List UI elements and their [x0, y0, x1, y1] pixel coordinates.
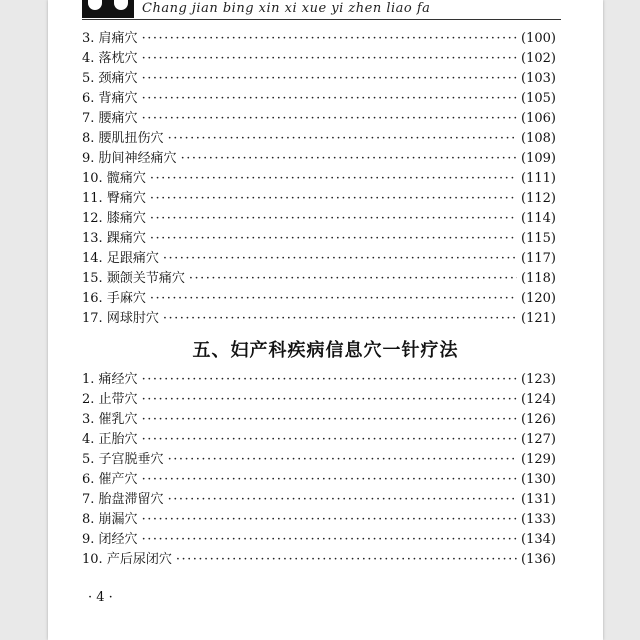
toc-title: 背痛穴	[98, 91, 138, 106]
toc-leader	[150, 211, 517, 226]
toc-title: 正胎穴	[98, 432, 138, 447]
toc-page: (130)	[521, 472, 556, 487]
toc-page: (134)	[521, 532, 556, 547]
page-number: · 4 ·	[88, 590, 113, 605]
toc-number: 12.	[82, 211, 103, 226]
toc-leader	[176, 552, 517, 567]
toc-number: 2.	[82, 392, 95, 407]
toc-entry[interactable]	[82, 468, 556, 488]
toc-page: (136)	[521, 552, 556, 567]
toc-leader	[142, 91, 517, 106]
toc-title: 产后尿闭穴	[106, 552, 172, 567]
toc-entry[interactable]	[82, 528, 556, 548]
toc-leader	[168, 492, 517, 507]
toc-title: 崩漏穴	[98, 512, 138, 527]
toc-title: 膝痛穴	[106, 211, 146, 226]
toc-title: 催乳穴	[98, 412, 138, 427]
toc-leader	[150, 231, 517, 246]
toc-leader	[142, 412, 517, 427]
toc-entry[interactable]	[82, 307, 556, 327]
toc-leader	[142, 432, 517, 447]
toc-number: 10.	[82, 552, 103, 567]
toc-title: 臀痛穴	[106, 191, 146, 206]
toc-entry[interactable]	[82, 167, 556, 187]
toc-entry[interactable]	[82, 67, 556, 87]
toc-page: (111)	[521, 171, 556, 186]
toc-entry[interactable]	[82, 27, 556, 47]
toc-leader	[142, 512, 517, 527]
toc-page: (118)	[521, 271, 556, 286]
toc-number: 3.	[82, 31, 95, 46]
toc-page: (117)	[521, 251, 556, 266]
toc-page: (120)	[521, 291, 556, 306]
toc-entry[interactable]	[82, 87, 556, 107]
toc-title: 肋间神经痛穴	[98, 151, 177, 166]
toc-page: (126)	[521, 412, 556, 427]
toc-leader	[142, 372, 517, 387]
book-page	[48, 0, 603, 640]
toc-title: 腰痛穴	[98, 111, 138, 126]
toc-leader	[150, 291, 517, 306]
toc-page: (102)	[521, 51, 556, 66]
toc-number: 4.	[82, 432, 95, 447]
toc-leader	[163, 251, 517, 266]
toc-entry[interactable]	[82, 207, 556, 227]
toc-leader	[168, 452, 517, 467]
toc-number: 5.	[82, 71, 95, 86]
toc-number: 3.	[82, 412, 95, 427]
toc-entry[interactable]	[82, 247, 556, 267]
toc-number: 6.	[82, 91, 95, 106]
toc-entry[interactable]	[82, 267, 556, 287]
toc-entry[interactable]	[82, 488, 556, 508]
toc-page: (100)	[521, 31, 556, 46]
toc-page: (127)	[521, 432, 556, 447]
toc-page: (105)	[521, 91, 556, 106]
toc-entry[interactable]	[82, 147, 556, 167]
toc-page: (112)	[521, 191, 556, 206]
toc-leader	[150, 171, 517, 186]
toc-number: 11.	[82, 191, 103, 206]
toc-page: (106)	[521, 111, 556, 126]
toc-entry[interactable]	[82, 187, 556, 207]
toc-title: 颞颌关节痛穴	[106, 271, 185, 286]
toc-number: 4.	[82, 51, 95, 66]
toc-title: 胎盘滞留穴	[98, 492, 164, 507]
toc-number: 7.	[82, 111, 95, 126]
toc-entry[interactable]	[82, 548, 556, 568]
toc-title: 催产穴	[98, 472, 138, 487]
toc-number: 8.	[82, 131, 95, 146]
toc-page: (131)	[521, 492, 556, 507]
toc-page: (114)	[521, 211, 556, 226]
toc-entry[interactable]	[82, 127, 556, 147]
toc-number: 10.	[82, 171, 103, 186]
toc-page: (115)	[521, 231, 556, 246]
toc-leader	[142, 71, 517, 86]
toc-entry[interactable]	[82, 107, 556, 127]
toc-number: 9.	[82, 151, 95, 166]
toc-leader	[168, 131, 517, 146]
toc-entry[interactable]	[82, 47, 556, 67]
toc-title: 子宫脱垂穴	[98, 452, 164, 467]
toc-leader	[142, 51, 517, 66]
toc-title: 痛经穴	[98, 372, 138, 387]
page-header	[48, 0, 603, 22]
toc-entry[interactable]	[82, 508, 556, 528]
toc-page: (108)	[521, 131, 556, 146]
toc-title: 肩痛穴	[98, 31, 138, 46]
toc-entry[interactable]	[82, 408, 556, 428]
toc-page: (121)	[521, 311, 556, 326]
toc-page: (109)	[521, 151, 556, 166]
toc-page: (129)	[521, 452, 556, 467]
toc-entry[interactable]	[82, 448, 556, 468]
toc-entry[interactable]	[82, 227, 556, 247]
toc-number: 14.	[82, 251, 103, 266]
toc-leader	[181, 151, 517, 166]
toc-number: 7.	[82, 492, 95, 507]
toc-entry[interactable]	[82, 287, 556, 307]
running-head: Chang jian bing xin xi xue yi zhen liao fa	[142, 1, 431, 16]
toc-title: 网球肘穴	[106, 311, 159, 326]
header-logo-icon	[82, 0, 134, 18]
toc-page: (123)	[521, 372, 556, 387]
toc-number: 16.	[82, 291, 103, 306]
toc-title: 踝痛穴	[106, 231, 146, 246]
toc-leader	[150, 191, 517, 206]
toc-number: 17.	[82, 311, 103, 326]
toc-leader	[189, 271, 517, 286]
section-heading: 五、妇产科疾病信息穴一针疗法	[192, 340, 459, 361]
toc-leader	[142, 31, 517, 46]
toc-leader	[142, 532, 517, 547]
toc-number: 13.	[82, 231, 103, 246]
toc-number: 8.	[82, 512, 95, 527]
toc-number: 9.	[82, 532, 95, 547]
toc-title: 髋痛穴	[106, 171, 146, 186]
toc-number: 6.	[82, 472, 95, 487]
toc-title: 手麻穴	[106, 291, 146, 306]
toc-entry[interactable]	[82, 428, 556, 448]
toc-page: (133)	[521, 512, 556, 527]
toc-title: 足跟痛穴	[106, 251, 159, 266]
toc-entry[interactable]	[82, 388, 556, 408]
toc-leader	[163, 311, 517, 326]
toc-number: 1.	[82, 372, 95, 387]
toc-leader	[142, 472, 517, 487]
toc-leader	[142, 392, 517, 407]
toc-leader	[142, 111, 517, 126]
toc-number: 15.	[82, 271, 103, 286]
toc-title: 颈痛穴	[98, 71, 138, 86]
toc-page: (124)	[521, 392, 556, 407]
toc-title: 落枕穴	[98, 51, 138, 66]
toc-title: 止带穴	[98, 392, 138, 407]
toc-entry[interactable]	[82, 368, 556, 388]
toc-page: (103)	[521, 71, 556, 86]
toc-number: 5.	[82, 452, 95, 467]
header-rule	[82, 19, 561, 20]
toc-title: 闭经穴	[98, 532, 138, 547]
toc-title: 腰肌扭伤穴	[98, 131, 164, 146]
